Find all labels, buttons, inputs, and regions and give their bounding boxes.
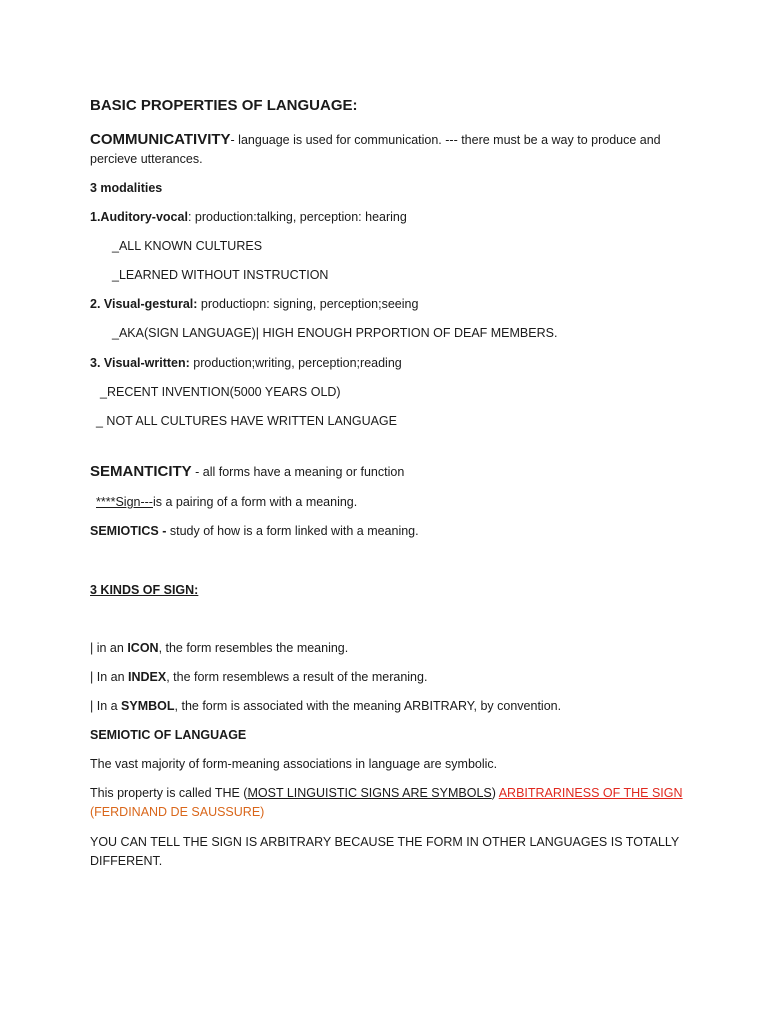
index-definition — [90, 668, 427, 687]
icon-definition — [90, 639, 348, 658]
symbol-definition — [90, 697, 561, 716]
communicativity-text: - language is used for communication. --- there must be a way to produce and percieve utterances. — [90, 133, 661, 166]
symbol-definition-pre: | In a — [90, 699, 122, 713]
modality-3-label: 3. Visual-written: — [90, 356, 190, 370]
modality-3-note-2: _ NOT ALL CULTURES HAVE WRITTEN LANGUAGE — [96, 414, 397, 428]
modality-1-text: : production:talking, perception: hearing — [187, 210, 407, 224]
arbitrary-statement: YOU CAN TELL THE SIGN IS ARBITRARY BECAUSE THE FORM IN OTHER LANGUAGES IS TOTALLY DIFFERENT. — [90, 835, 680, 868]
modalities-heading — [90, 179, 162, 198]
semiotic-of-language-text: SEMIOTIC OF LANGUAGE — [90, 728, 247, 742]
semiotics-text: study of how is a form linked with a meaning. — [166, 524, 419, 538]
modality-1-label: 1.Auditory-vocal — [90, 210, 188, 224]
modality-1-note-2: _LEARNED WITHOUT INSTRUCTION — [112, 268, 329, 282]
icon-definition-post: , the form resembles the meaning. — [158, 641, 349, 655]
property-underlined: MOST LINGUISTIC SIGNS ARE SYMBOLS — [247, 786, 492, 800]
modality-3 — [90, 354, 402, 373]
document-title: BASIC PROPERTIES OF LANGUAGE: — [90, 97, 358, 114]
communicativity-paragraph — [90, 130, 690, 169]
modality-1-note-1: _ALL KNOWN CULTURES — [112, 239, 263, 253]
semanticity-paragraph — [90, 462, 404, 482]
sign-definition — [96, 493, 357, 512]
semanticity-heading: SEMANTICITY — [90, 463, 192, 480]
kinds-of-sign-heading — [90, 581, 198, 600]
index-term: INDEX — [128, 670, 167, 684]
modality-2-note-1: _AKA(SIGN LANGUAGE)| HIGH ENOUGH PRPORTION OF DEAF MEMBERS. — [112, 326, 558, 340]
symbol-term: SYMBOL — [121, 699, 175, 713]
semiotic-of-language-heading — [90, 726, 246, 745]
semanticity-text: - all forms have a meaning or function — [191, 465, 405, 479]
modalities-heading-text: 3 modalities — [90, 181, 163, 195]
index-definition-pre: | In an — [90, 670, 128, 684]
majority-statement: The vast majority of form-meaning associations in language are symbolic. — [90, 757, 498, 771]
modality-2 — [90, 295, 418, 314]
saussure-note: (FERDINAND DE SAUSSURE) — [90, 805, 265, 819]
semiotics-definition — [90, 522, 419, 541]
modality-3-text: production;writing, perception;reading — [189, 356, 402, 370]
icon-definition-pre: | in an — [90, 641, 128, 655]
arbitrariness-term: ARBITRARINESS OF THE SIGN — [498, 786, 683, 800]
modality-3-note-1: _RECENT INVENTION(5000 YEARS OLD) — [100, 385, 341, 399]
semiotics-label: SEMIOTICS - — [90, 524, 167, 538]
icon-term: ICON — [127, 641, 159, 655]
modality-2-label: 2. Visual-gestural: — [90, 297, 198, 311]
communicativity-heading: COMMUNICATIVITY — [90, 131, 231, 148]
index-definition-post: , the form resemblews a result of the meraning. — [166, 670, 428, 684]
property-statement — [90, 784, 690, 822]
property-post: ) — [491, 786, 499, 800]
modality-2-text: productiopn: signing, perception;seeing — [197, 297, 419, 311]
modality-1 — [90, 208, 407, 227]
property-pre: This property is called THE ( — [90, 786, 248, 800]
symbol-definition-post: , the form is associated with the meaning ARBITRARY, by convention. — [174, 699, 562, 713]
sign-text: is a pairing of a form with a meaning. — [152, 495, 358, 509]
sign-term: ****Sign--- — [96, 495, 153, 509]
kinds-of-sign-text: 3 KINDS OF SIGN: — [90, 583, 199, 597]
